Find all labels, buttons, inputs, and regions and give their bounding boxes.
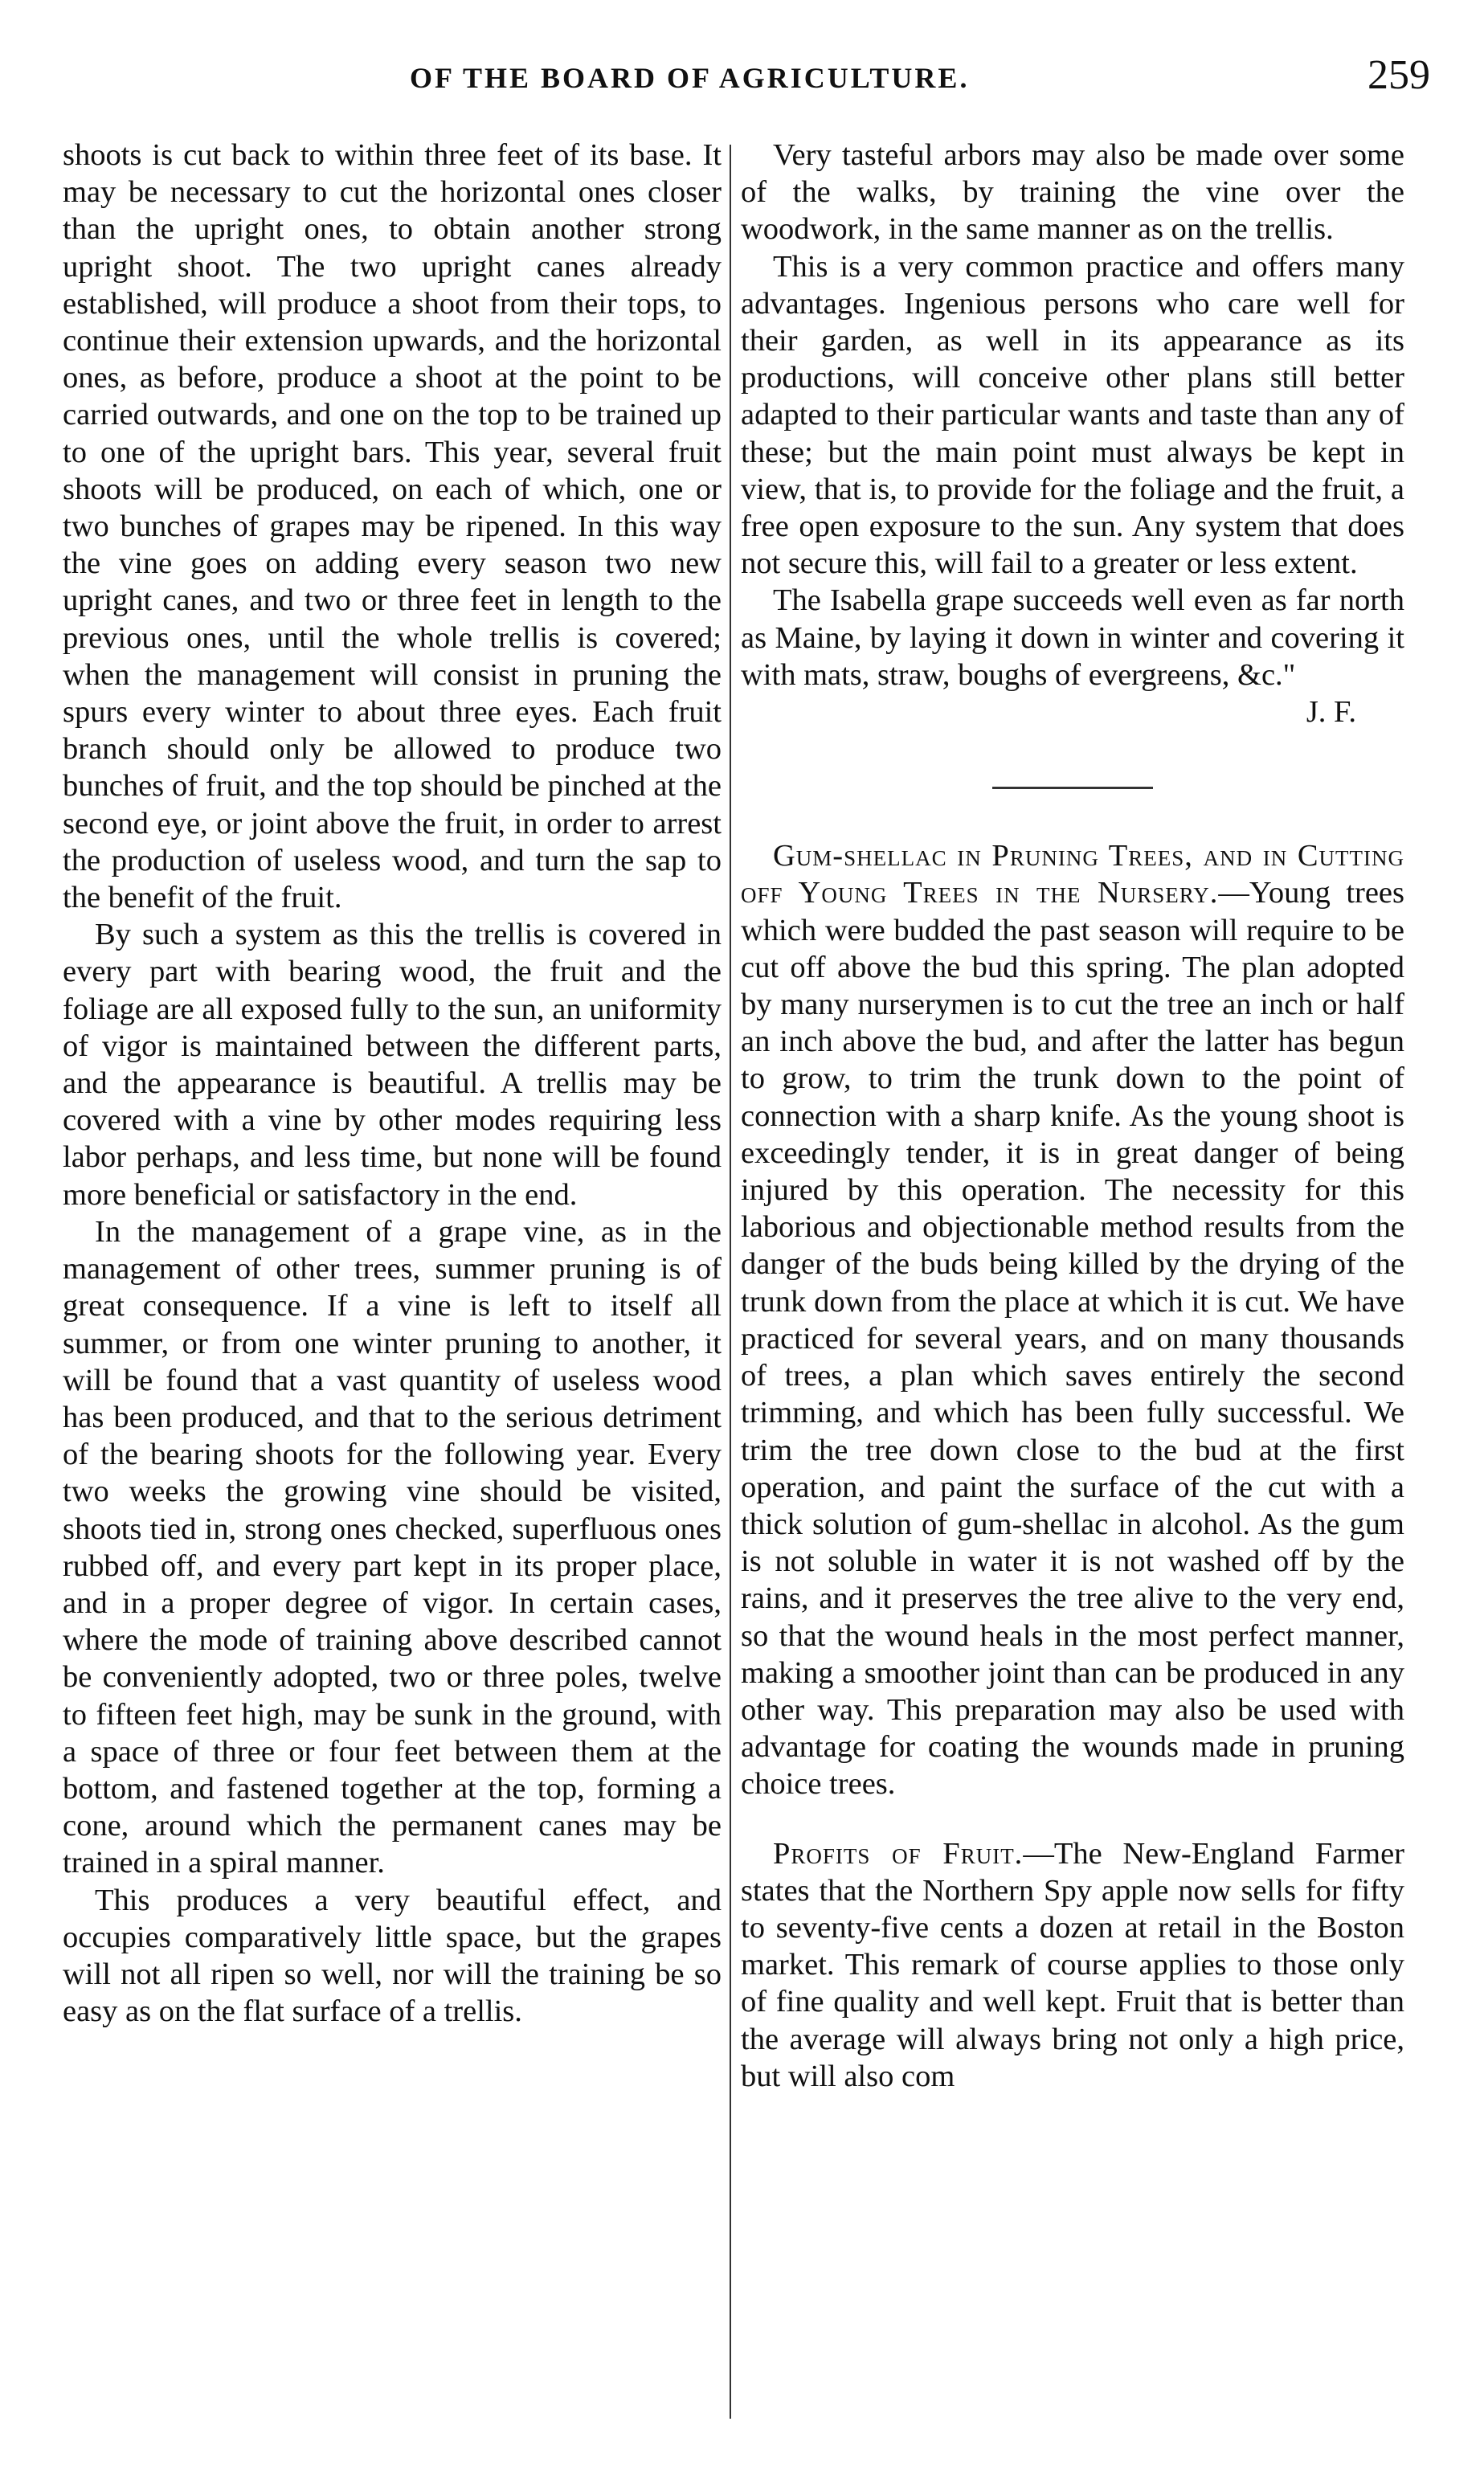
body-paragraph: The Isabella grape succeeds well even as far north as Maine, by laying it down in winter and covering it with mats, straw, boughs of evergreens, &c." — [741, 583, 1404, 692]
body-paragraph: This produces a very beautiful effect, and occupies comparatively little space, but the grapes will not all ripen so well, nor will the training be so easy as on the flat surface of a trellis. — [63, 1883, 722, 2029]
column-divider — [730, 145, 731, 2419]
article-profits-of-fruit — [741, 1835, 1404, 2095]
section-divider — [992, 787, 1153, 789]
article-body: —Young trees which were budded the past season will require to be cut off above the bud this spring. The plan adopted by many nurserymen is to cut the tree an inch or half an inch above the bud, and after the latter has begun to grow, to trim the trunk down to the point of connection with a sharp knife. As the young shoot is exceedingly tender, it is in great danger of being injured by this operation. The necessity for this laborious and objectionable method results from the danger of the buds being killed by the drying of the trunk down from the place at which it is cut. We have practiced for several years, and on many thousands of trees, a plan which saves entirely the second trimming, and which has been fully successful. We trim the tree down close to the bud at the first operation, and paint the surface of the cut with a thick solution of gum-shellac in alcohol. As the gum is not soluble in water it is not washed off by the rains, and it preserves the tree alive to the very end, so that the wound heals in the most perfect manner, making a smoother joint than can be produced in any other way. This preparation may also be used with advantage for coating the wounds made in pruning choice trees. — [741, 876, 1404, 1802]
page-number: 259 — [1367, 52, 1430, 98]
left-column — [63, 137, 722, 2030]
article-spacer — [741, 1803, 1404, 1835]
article-gum-shellac — [741, 837, 1404, 1802]
article-headline: Gum-shellac in Pruning Trees, and in Cutting off Young Trees in the Nursery. — [741, 839, 1404, 910]
body-paragraph: By such a system as this the trellis is covered in every part with bearing wood, the fruit and the foliage are all exposed fully to the sun, an uniformity of vigor is maintained between the different parts, and the appearance is beautiful. A trellis may be covered with a vine by other modes requiring less labor perhaps, and less time, but none will be found more beneficial or satisfactory in the end. — [63, 918, 722, 1212]
author-signature: J. F. — [1306, 695, 1356, 730]
running-head — [56, 51, 1430, 108]
right-column — [741, 137, 1404, 2095]
article-headline: Profits of Fruit. — [773, 1836, 1024, 1871]
article-body: —The New-England Farmer states that the Northern Spy apple now sells for fifty to seventy-five cents a dozen at retail in the Boston market. This remark of course applies to those only of fine quality and well kept. Fruit that is better than the average will always bring not only a high price, but will also com — [741, 1836, 1404, 2093]
body-paragraph: Very tasteful arbors may also be made over some of the walks, by training the vine over the woodwork, in the same manner as on the trellis. — [741, 138, 1404, 247]
body-paragraph: shoots is cut back to within three feet of its base. It may be necessary to cut the horizontal ones closer than the upright ones, to obtain another strong upright shoot. The two upright canes already established, will produce a shoot from their tops, to continue their extension upwards, and the horizontal ones, as before, produce a shoot at the point to be carried outwards, and one on the top to be trained up to one of the upright bars. This year, several fruit shoots will be produced, on each of which, one or two bunches of grapes may be ripened. In this way the vine goes on adding every season two new upright canes, and two or three feet in length to the previous ones, until the whole trellis is covered; when the management will consist in pruning the spurs every winter to about three eyes. Each fruit branch should only be allowed to produce two bunches of fruit, and the top should be pinched at the second eye, or joint above the fruit, in order to arrest the production of useless wood, and turn the sap to the benefit of the fruit. — [63, 138, 722, 915]
running-title: OF THE BOARD OF AGRICULTURE. — [410, 62, 970, 94]
body-paragraph: In the management of a grape vine, as in the management of other trees, summer pruning is of great consequence. If a vine is left to itself all summer, or from one winter pruning to another, it will be found that a vast quantity of useless wood has been produced, and that to the serious detriment of the bearing shoots for the following year. Every two weeks the growing vine should be visited, shoots tied in, strong ones checked, superfluous ones rubbed off, and every part kept in its proper place, and in a proper degree of vigor. In certain cases, where the mode of training above described cannot be conveniently adopted, two or three poles, twelve to fifteen feet high, may be sunk in the ground, with a space of three or four feet between them at the bottom, and fastened together at the top, forming a cone, around which the permanent canes may be trained in a spiral manner. — [63, 1214, 722, 1880]
body-paragraph: This is a very common practice and offers many advantages. Ingenious persons who care well for their garden, as well in its appearance as its productions, will conceive other plans still better adapted to their particular wants and taste than any of these; but the main point must always be kept in view, that is, to provide for the foliage and the fruit, a free open exposure to the sun. Any system that does not secure this, will fail to a greater or less extent. — [741, 249, 1404, 581]
